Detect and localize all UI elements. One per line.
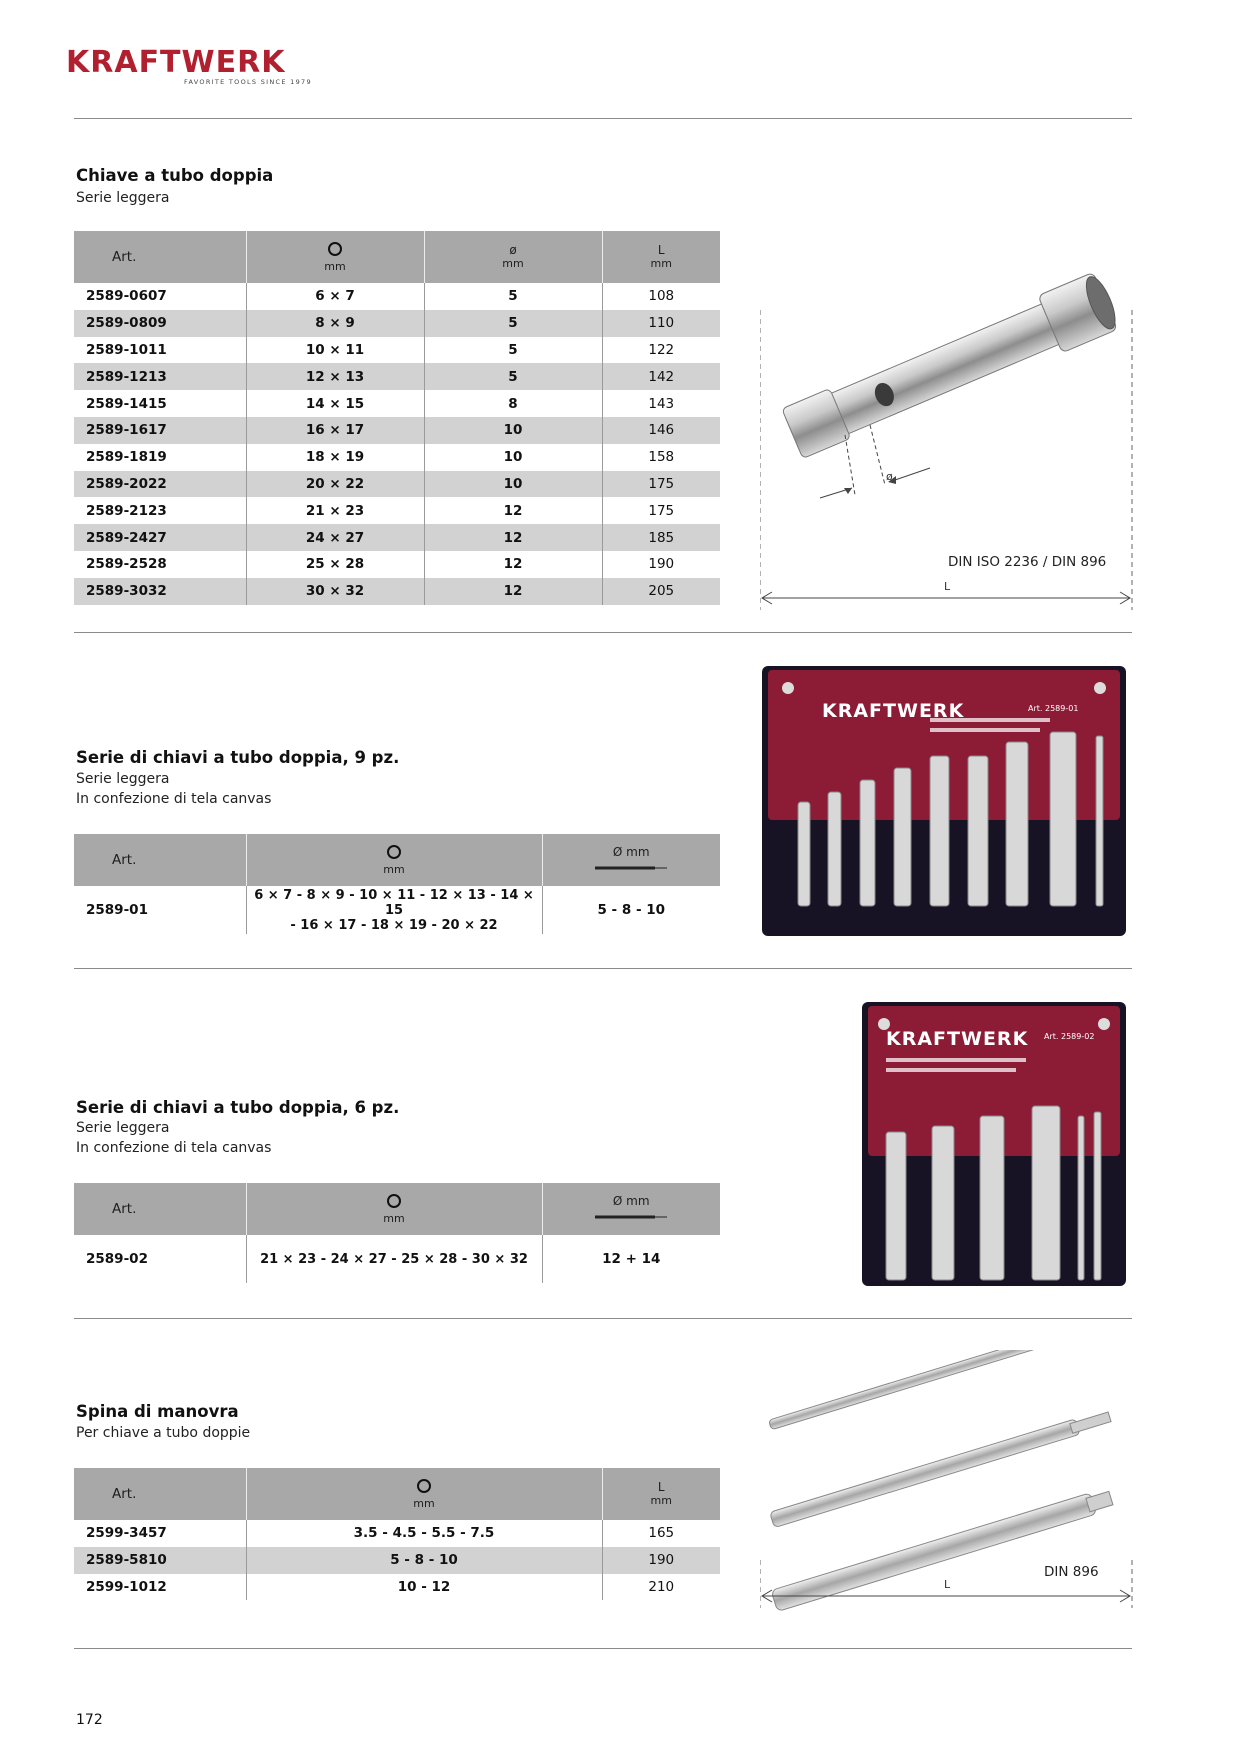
table-row <box>74 337 720 364</box>
value-cell: 18 × 19 <box>246 444 424 471</box>
art-cell: 2589-1213 <box>74 363 246 390</box>
tommy-bar-icon <box>595 1214 667 1220</box>
divider <box>74 118 1132 119</box>
value-cell: 10 - 12 <box>246 1574 602 1601</box>
value-cell: 190 <box>602 551 720 578</box>
art-cell: 2589-1011 <box>86 341 167 358</box>
art-cell: 2589-1617 <box>74 417 246 444</box>
length-label: L <box>944 1578 951 1591</box>
length-label: L <box>944 580 951 593</box>
table-row <box>74 1520 720 1547</box>
section-subtitle: In confezione di tela canvas <box>76 791 272 807</box>
size-cell: 6 × 7 - 8 × 9 - 10 × 11 - 12 × 13 - 14 × 15 - 16 × 17 - 18 × 19 - 20 × 22 <box>246 886 542 934</box>
set-table <box>74 1183 720 1283</box>
value-cell: 158 <box>602 444 720 471</box>
length-dimension-icon <box>760 310 1140 610</box>
col-length: L mm <box>602 1468 720 1520</box>
section-subtitle: Serie leggera <box>76 771 170 787</box>
value-cell: 12 <box>424 578 602 605</box>
value-cell: 21 × 23 <box>246 497 424 524</box>
art-cell: 2589-5810 <box>74 1547 246 1574</box>
col-art: Art. <box>74 834 246 886</box>
pouch-art: Art. 2589-01 <box>1028 704 1079 713</box>
value-cell: 190 <box>602 1547 720 1574</box>
value-cell: 6 × 7 <box>246 283 424 310</box>
art-cell: 2599-1012 <box>86 1578 167 1595</box>
table-row <box>74 551 720 578</box>
art-cell: 2589-0809 <box>74 310 246 337</box>
page-number: 172 <box>76 1712 103 1728</box>
value-cell: 165 <box>602 1520 720 1547</box>
section-subtitle: Serie leggera <box>76 190 170 206</box>
ring-wrench-icon <box>417 1479 431 1493</box>
value-cell: 8 <box>424 390 602 417</box>
section-subtitle: In confezione di tela canvas <box>76 1140 272 1156</box>
value-cell: 12 <box>424 551 602 578</box>
value-cell: 110 <box>602 310 720 337</box>
value-cell: 12 <box>424 497 602 524</box>
value-cell: 3.5 - 4.5 - 5.5 - 7.5 <box>246 1520 602 1547</box>
art-cell: 2589-0607 <box>86 288 167 305</box>
value-cell: 30 × 32 <box>246 578 424 605</box>
spec-table <box>74 231 720 605</box>
ring-wrench-icon <box>328 242 342 256</box>
col-art: Art. <box>74 231 246 283</box>
brand-tagline: FAVORITE TOOLS SINCE 1979 <box>184 78 312 86</box>
art-cell: 2589-1415 <box>86 395 167 412</box>
pouch-brand: KRAFTWERK <box>886 1028 1029 1050</box>
col-pin: Ø mm <box>542 834 720 886</box>
value-cell: 16 × 17 <box>246 417 424 444</box>
col-size: mm <box>246 834 542 886</box>
size-cell: 21 × 23 - 24 × 27 - 25 × 28 - 30 × 32 <box>246 1235 542 1283</box>
col-pin: Ø mm <box>542 1183 720 1235</box>
col-size: mm <box>246 1183 542 1235</box>
section-title: Serie di chiavi a tubo doppia, 9 pz. <box>76 748 400 767</box>
ring-wrench-icon <box>387 845 401 859</box>
col-art: Art. <box>74 1468 246 1520</box>
spec-table <box>74 1468 720 1600</box>
art-cell: 2589-2528 <box>86 556 167 573</box>
wrench-set-pouch-image <box>762 666 1126 936</box>
value-cell: 142 <box>602 363 720 390</box>
table-row <box>74 1547 720 1574</box>
art-cell: 2599-3457 <box>86 1525 167 1542</box>
art-cell: 2589-2123 <box>86 502 167 519</box>
wrench-set-pouch-image <box>862 1002 1126 1286</box>
col-size: mm <box>246 231 424 283</box>
value-cell: 143 <box>602 390 720 417</box>
art-cell: 2589-01 <box>86 902 148 918</box>
value-cell: 146 <box>602 417 720 444</box>
value-cell: 5 <box>424 363 602 390</box>
section-subtitle: Serie leggera <box>76 1120 170 1136</box>
table-row <box>74 524 720 551</box>
divider <box>74 968 1132 969</box>
table-row <box>74 578 720 605</box>
col-art: Art. <box>74 1183 246 1235</box>
value-cell: 10 × 11 <box>246 337 424 364</box>
value-cell: 210 <box>602 1574 720 1601</box>
value-cell: 10 <box>424 417 602 444</box>
art-cell: 2589-1819 <box>86 449 167 466</box>
norm-caption: DIN 896 <box>1044 1564 1099 1580</box>
pouch-art: Art. 2589-02 <box>1044 1032 1095 1041</box>
divider <box>74 632 1132 633</box>
section-title: Chiave a tubo doppia <box>76 166 274 185</box>
tommy-bar-icon <box>595 865 667 871</box>
value-cell: 25 × 28 <box>246 551 424 578</box>
col-diameter: ø mm <box>424 231 602 283</box>
art-cell: 2589-3032 <box>74 578 246 605</box>
diameter-label: ø <box>886 470 893 483</box>
art-cell: 2589-2427 <box>74 524 246 551</box>
value-cell: 8 × 9 <box>246 310 424 337</box>
pouch-brand: KRAFTWERK <box>822 700 965 722</box>
value-cell: 5 <box>424 310 602 337</box>
value-cell: 175 <box>602 497 720 524</box>
value-cell: 14 × 15 <box>246 390 424 417</box>
norm-caption: DIN ISO 2236 / DIN 896 <box>948 554 1107 570</box>
table-body <box>74 1520 720 1600</box>
art-cell: 2589-02 <box>86 1251 148 1267</box>
brand-name: KRAFTWERK <box>66 45 286 80</box>
table-row <box>74 497 720 524</box>
table-row <box>74 1574 720 1601</box>
col-length: L mm <box>602 231 720 283</box>
value-cell: 185 <box>602 524 720 551</box>
ring-wrench-icon <box>387 1194 401 1208</box>
section-title: Spina di manovra <box>76 1402 239 1421</box>
section-subtitle: Per chiave a tubo doppie <box>76 1425 251 1441</box>
value-cell: 10 <box>424 471 602 498</box>
value-cell: 10 <box>424 444 602 471</box>
pin-cell: 5 - 8 - 10 <box>542 886 720 934</box>
table-row <box>74 390 720 417</box>
divider <box>74 1318 1132 1319</box>
value-cell: 24 × 27 <box>246 524 424 551</box>
table-row <box>74 283 720 310</box>
value-cell: 205 <box>602 578 720 605</box>
table-row <box>74 417 720 444</box>
section-title: Serie di chiavi a tubo doppia, 6 pz. <box>76 1098 400 1117</box>
value-cell: 5 <box>424 283 602 310</box>
pin-cell: 12 + 14 <box>542 1235 720 1283</box>
art-cell: 2589-2022 <box>74 471 246 498</box>
value-cell: 12 <box>424 524 602 551</box>
set-table <box>74 834 720 934</box>
table-body <box>74 283 720 605</box>
table-row <box>74 363 720 390</box>
table-row <box>74 471 720 498</box>
value-cell: 20 × 22 <box>246 471 424 498</box>
value-cell: 5 - 8 - 10 <box>246 1547 602 1574</box>
value-cell: 108 <box>602 283 720 310</box>
table-row <box>74 444 720 471</box>
brand-logo <box>66 45 326 88</box>
value-cell: 12 × 13 <box>246 363 424 390</box>
divider <box>74 1648 1132 1649</box>
col-size: mm <box>246 1468 602 1520</box>
value-cell: 5 <box>424 337 602 364</box>
value-cell: 175 <box>602 471 720 498</box>
table-row <box>74 310 720 337</box>
value-cell: 122 <box>602 337 720 364</box>
